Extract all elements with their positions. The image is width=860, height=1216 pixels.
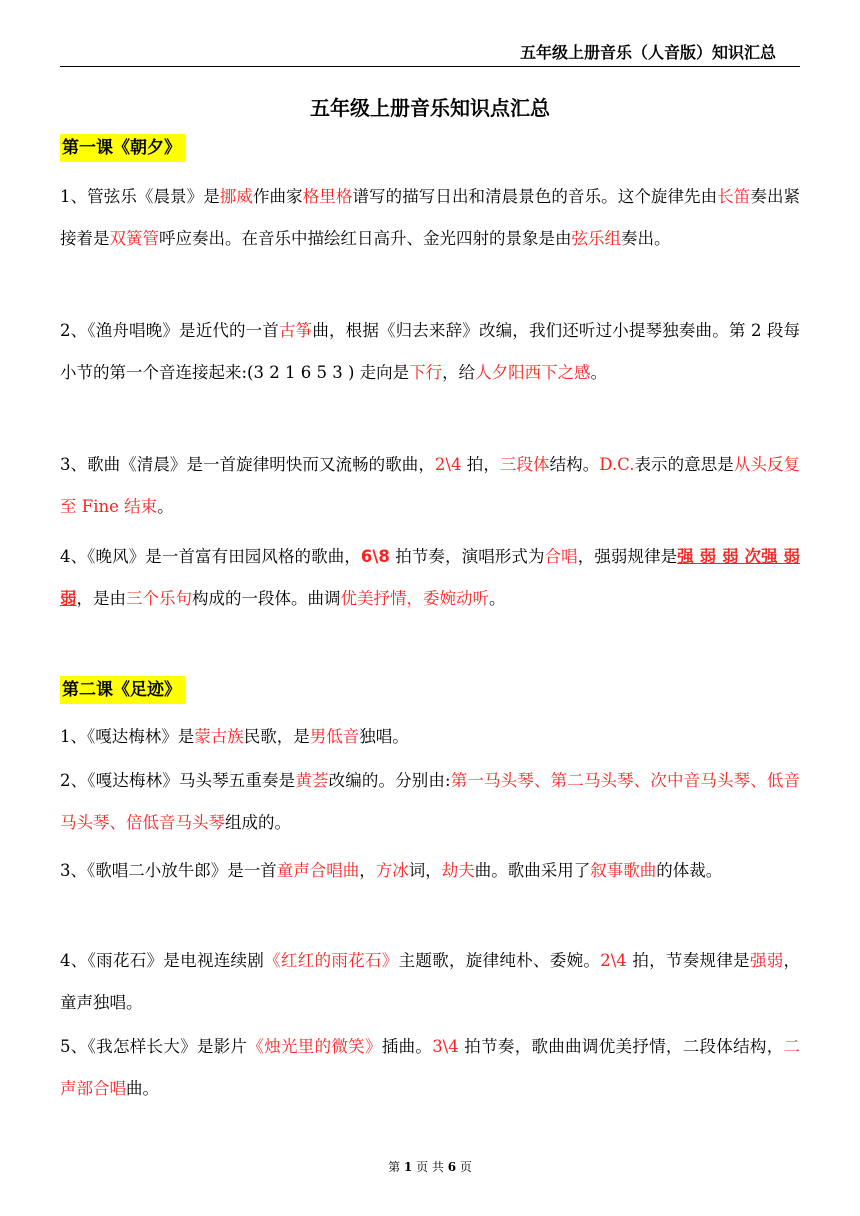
- page-header: 五年级上册音乐（人音版）知识汇总: [520, 43, 777, 62]
- document-title: 五年级上册音乐知识点汇总: [310, 96, 550, 120]
- total-page-count: 6: [447, 1160, 457, 1174]
- lesson1-item-3: 3、歌曲《清晨》是一首旋律明快而又流畅的歌曲，2\4 拍，三段体结构。D.C.表示的意思是从头反复至 Fine 结束。: [60, 455, 801, 516]
- lesson1-item-2: 2、《渔舟唱晚》是近代的一首古筝曲，根据《归去来辞》改编，我们还听过小提琴独奏曲。第 2 段每小节的第一个音连接起来:(3 2 1 6 5 3 ) 走向是下行，给人夕阳西下之感。: [60, 321, 801, 382]
- lesson2-item-2: 2、《嘎达梅林》马头琴五重奏是黄荟改编的。分别由:第一马头琴、第二马头琴、次中音马头琴、低音马头琴、倍低音马头琴组成的。: [60, 771, 801, 832]
- lesson2-item-4: 4、《雨花石》是电视连续剧《红红的雨花石》主题歌，旋律纯朴、委婉。2\4 拍，节奏规律是强弱，童声独唱。: [60, 951, 801, 1012]
- page-footer: 第 1 页 共 6 页: [388, 1160, 472, 1174]
- lesson2-item-5: 5、《我怎样长大》是影片《烛光里的微笑》插曲。3\4 拍节奏，歌曲曲调优美抒情，二段体结构，二声部合唱曲。: [60, 1037, 801, 1098]
- lesson2-heading: 第二课《足迹》: [60, 676, 185, 704]
- lesson1-item-1: 1、管弦乐《晨景》是挪威作曲家格里格谱写的描写日出和清晨景色的音乐。这个旋律先由长笛奏出紧接着是双簧管呼应奏出。在音乐中描绘红日高升、金光四射的景象是由弦乐组奏出。: [60, 187, 801, 248]
- current-page-number: 1: [403, 1160, 413, 1174]
- lesson1-heading: 第一课《朝夕》: [60, 134, 185, 162]
- lesson1-item-4: 4、《晚风》是一首富有田园风格的歌曲，6\8 拍节奏，演唱形式为合唱，强弱规律是强 弱 弱 次强 弱 弱，是由三个乐句构成的一段体。曲调优美抒情，委婉动听。: [60, 547, 801, 608]
- lesson2-item-1: 1、《嘎达梅林》是蒙古族民歌，是男低音独唱。: [60, 727, 409, 746]
- header-divider: [60, 66, 800, 67]
- lesson2-item-3: 3、《歌唱二小放牛郎》是一首童声合唱曲，方冰词，劫夫曲。歌曲采用了叙事歌曲的体裁。: [60, 861, 723, 880]
